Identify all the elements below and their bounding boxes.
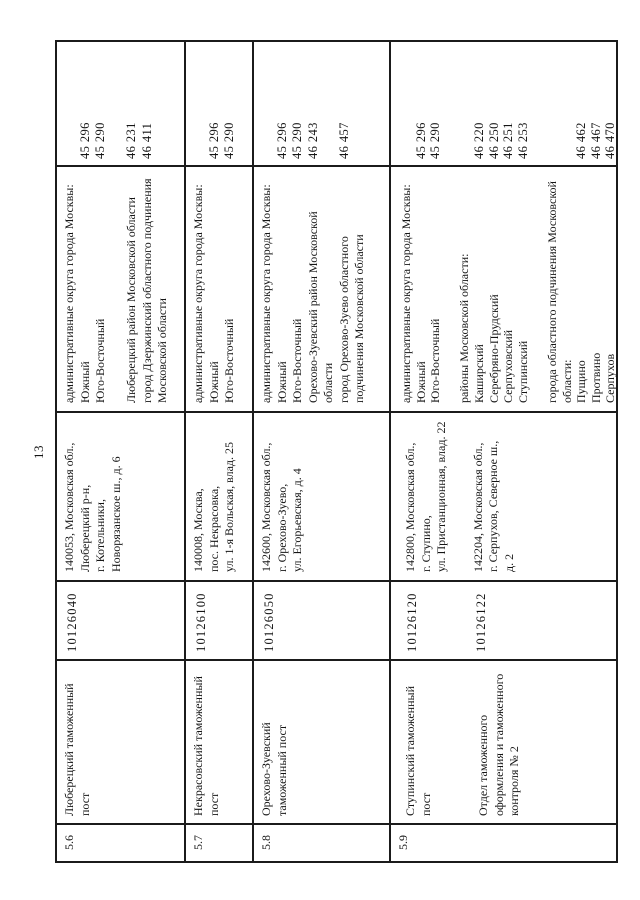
table-row-5-9 bbox=[391, 42, 616, 861]
region-line: области bbox=[321, 362, 335, 403]
post-name-line: оформления и таможенного bbox=[491, 673, 506, 816]
post-code-cell bbox=[186, 580, 252, 659]
post-address-cell bbox=[186, 411, 252, 580]
row-number-cell bbox=[391, 823, 616, 861]
post-code: 10126050 bbox=[262, 592, 276, 652]
post-code-2: 10126122 bbox=[473, 592, 488, 652]
row-number: 5.7 bbox=[191, 835, 205, 850]
phone-code-line: 45 290 bbox=[93, 122, 107, 159]
post-address-cell bbox=[254, 411, 389, 580]
address-line: пос. Некрасовка, bbox=[206, 485, 221, 572]
phone-code-line: 45 296 bbox=[77, 122, 92, 159]
phone-code-line: 46 220 bbox=[471, 122, 486, 159]
post-name-cell bbox=[186, 659, 252, 823]
post-code: 10126120 bbox=[405, 592, 419, 652]
address-line: 142204, Московская обл., bbox=[470, 442, 485, 572]
region-line: административные округа города Москвы: bbox=[399, 184, 413, 403]
region-line: области: bbox=[559, 359, 574, 403]
region-line: подчинения Московской области bbox=[352, 234, 366, 403]
department-name-block bbox=[476, 663, 523, 816]
phone-code-line bbox=[545, 42, 560, 159]
service-region-cell bbox=[57, 165, 184, 411]
post-name-line: пост bbox=[418, 792, 433, 816]
row-number: 5.8 bbox=[259, 835, 273, 850]
phone-code-line bbox=[560, 42, 575, 159]
region-line bbox=[530, 167, 545, 403]
phone-code-line bbox=[530, 42, 545, 159]
post-name-line: Орехово-Зуевский bbox=[259, 722, 273, 816]
phone-code-line bbox=[191, 42, 207, 159]
post-name-line: таможенный пост bbox=[274, 724, 289, 816]
phone-code-line bbox=[399, 42, 414, 159]
post-name-line: Ступинский таможенный bbox=[403, 686, 417, 816]
phone-code-line: 46 251 bbox=[501, 122, 516, 159]
region-line: Ступинский bbox=[515, 340, 530, 403]
service-region-cell bbox=[254, 165, 389, 411]
post-code-cell bbox=[57, 580, 184, 659]
region-line: Южный bbox=[413, 361, 428, 403]
phone-code-line bbox=[443, 42, 458, 159]
post-code: 10126040 bbox=[65, 592, 79, 652]
region-line: города областного подчинения Московской bbox=[544, 181, 559, 403]
post-name-line: контроля № 2 bbox=[507, 746, 521, 816]
region-line: Серпуховский bbox=[501, 329, 516, 403]
post-name-line: пост bbox=[77, 792, 92, 816]
address-line: г. Ступино, bbox=[418, 515, 433, 572]
phone-code-line: 45 296 bbox=[274, 122, 289, 159]
region-line: Люберецкий район Московской области bbox=[124, 197, 138, 403]
region-line: Орехово-Зуевский район Московской bbox=[305, 211, 320, 403]
address-line: 140008, Москва, bbox=[191, 488, 205, 572]
region-line: Южный bbox=[77, 361, 92, 403]
region-line: административные округа города Москвы: bbox=[259, 184, 273, 403]
address-line: г. Орехово-Зуево, bbox=[274, 483, 289, 572]
region-line: Юго-Восточный bbox=[93, 318, 107, 403]
region-line: Каширский bbox=[471, 344, 486, 403]
post-name-line: Некрасовский таможенный bbox=[191, 676, 205, 816]
phone-code-line: 46 231 bbox=[124, 122, 138, 159]
region-line bbox=[443, 167, 458, 403]
region-line: административные округа города Москвы: bbox=[191, 184, 205, 403]
phone-code-line bbox=[62, 42, 78, 159]
page-number: 13 bbox=[31, 445, 46, 459]
address-line: г. Котельники, bbox=[93, 499, 107, 572]
row-number-cell bbox=[57, 823, 184, 861]
phone-code-line bbox=[321, 42, 337, 159]
region-line bbox=[109, 167, 125, 403]
region-line: Южный bbox=[206, 361, 221, 403]
phone-code-line: 45 290 bbox=[428, 122, 443, 159]
post-address-cell bbox=[391, 411, 616, 580]
address-line: Люберецкий р-н, bbox=[77, 484, 92, 572]
phone-code-line: 46 470 bbox=[603, 122, 618, 159]
region-line: Южный bbox=[274, 361, 289, 403]
phone-code-line: 46 250 bbox=[486, 122, 501, 159]
phone-code-line bbox=[352, 42, 368, 159]
table-row-5-6 bbox=[57, 42, 186, 861]
region-line: город Дзержинский областного подчинения bbox=[139, 178, 154, 403]
region-line: административные округа города Москвы: bbox=[62, 184, 76, 403]
post-name-line: Отдел таможенного bbox=[476, 714, 490, 816]
address-line: 140053, Московская обл., bbox=[62, 442, 76, 572]
phone-code-line: 45 296 bbox=[413, 122, 428, 159]
phone-code-line: 46 243 bbox=[305, 122, 320, 159]
phone-code-line bbox=[109, 42, 125, 159]
region-line: Юго-Восточный bbox=[222, 318, 236, 403]
post-address-cell bbox=[57, 411, 184, 580]
phone-code-line bbox=[155, 42, 171, 159]
phone-code-line bbox=[457, 42, 472, 159]
address-line: ул. Пристанционная, влад. 22 bbox=[434, 421, 448, 572]
phone-code-line: 46 467 bbox=[588, 122, 603, 159]
phone-code-line: 46 457 bbox=[336, 122, 351, 159]
table-row-5-8 bbox=[254, 42, 391, 861]
post-code-cell bbox=[391, 580, 616, 659]
phone-code-line: 46 411 bbox=[139, 122, 154, 159]
service-region-cell bbox=[186, 165, 252, 411]
region-line: Московской области bbox=[155, 298, 169, 403]
phone-code-line: 46 462 bbox=[574, 122, 589, 159]
table-row-5-7 bbox=[186, 42, 254, 861]
post-name-cell bbox=[391, 659, 616, 823]
address-line: ул. Егорьевская, д. 4 bbox=[290, 468, 304, 572]
address-line: Новорязанское ш., д. 6 bbox=[108, 456, 123, 572]
region-line: Серебряно-Прудский bbox=[486, 294, 501, 403]
address-line: 142800, Московская обл., bbox=[403, 442, 417, 572]
service-region-cell bbox=[391, 165, 616, 411]
post-name-cell bbox=[57, 659, 184, 823]
phone-code-line: 45 296 bbox=[206, 122, 221, 159]
region-line: город Орехово-Зуево областного bbox=[336, 236, 351, 403]
region-line: Пущино bbox=[574, 360, 589, 403]
post-code: 10126100 bbox=[194, 592, 208, 652]
address-line: г. Серпухов, Северное ш., bbox=[486, 440, 500, 572]
row-number: 5.6 bbox=[62, 835, 76, 850]
phone-codes-cell bbox=[57, 42, 184, 165]
phone-codes-cell bbox=[391, 42, 616, 165]
address-line: 142600, Московская обл., bbox=[259, 442, 273, 572]
row-number-cell bbox=[254, 823, 389, 861]
phone-code-line: 45 290 bbox=[290, 122, 304, 159]
post-code-cell bbox=[254, 580, 389, 659]
phone-codes-cell bbox=[186, 42, 252, 165]
customs-posts-table bbox=[55, 40, 618, 863]
post-name-line: пост bbox=[206, 792, 221, 816]
address-line: д. 2 bbox=[501, 553, 516, 572]
phone-code-line bbox=[259, 42, 275, 159]
phone-code-line: 46 253 bbox=[515, 122, 530, 159]
address-line: ул. 1-я Вольская, влад. 25 bbox=[222, 441, 236, 572]
row-number: 5.9 bbox=[396, 835, 410, 850]
phone-code-line: 45 290 bbox=[222, 122, 236, 159]
phone-codes-cell bbox=[254, 42, 389, 165]
region-line: Юго-Восточный bbox=[428, 318, 443, 403]
region-line: Протвино bbox=[588, 352, 603, 403]
post-name-cell bbox=[254, 659, 389, 823]
region-line: Юго-Восточный bbox=[290, 318, 304, 403]
region-line: районы Московской области: bbox=[457, 253, 472, 403]
row-number-cell bbox=[186, 823, 252, 861]
post-name-line: Люберецкий таможенный bbox=[62, 683, 76, 816]
region-line: Серпухов bbox=[603, 353, 618, 403]
department-address-block bbox=[471, 413, 518, 572]
